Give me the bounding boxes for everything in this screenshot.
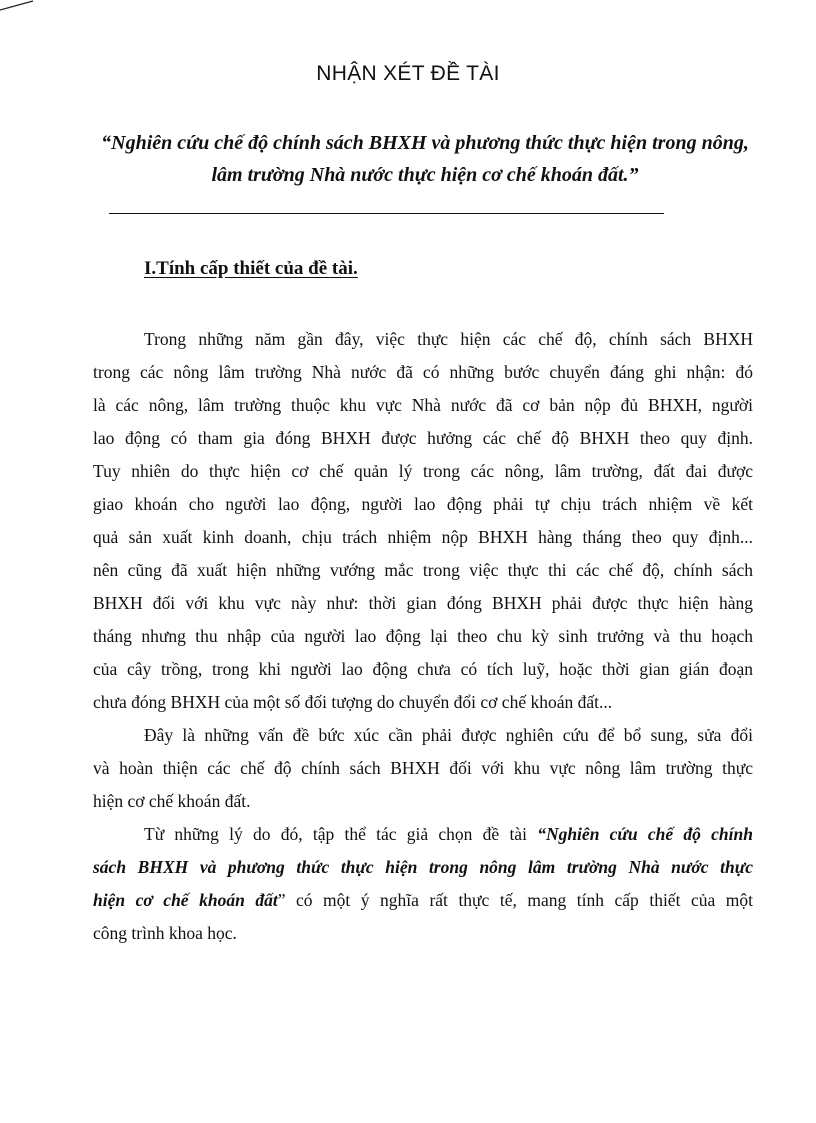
- subtitle-line-2: lâm trường Nhà nước thực hiện cơ chế khoán đất.”: [211, 164, 639, 186]
- page-title: NHẬN XÉT ĐỀ TÀI: [316, 62, 500, 85]
- scan-corner-mark: [0, 0, 40, 20]
- paragraph-3-line: [93, 818, 753, 851]
- paragraph-1-line: là các nông, lâm trường thuộc khu vực Nhà nước đã cơ bản nộp đủ BHXH, người: [93, 395, 753, 415]
- topic-subtitle: [60, 127, 790, 191]
- paragraph-1-line: nên cũng đã xuất hiện những vướng mắc trong việc thực thi các chế độ, chính sách: [93, 560, 753, 580]
- paragraph-1-line: tháng nhưng thu nhập của người lao động lại theo chu kỳ sinh trưởng và thu hoạch: [93, 626, 753, 646]
- paragraph-3-topic-title: hiện cơ chế khoán đất: [93, 890, 278, 910]
- paragraph-3-topic-title: sách BHXH và phương thức thực hiện trong nông lâm trường Nhà nước thực: [93, 857, 753, 877]
- paragraph-1-line: trong các nông lâm trường Nhà nước đã có những bước chuyển đáng ghi nhận: đó: [93, 362, 753, 382]
- paragraph-3-topic-title: “Nghiên cứu chế độ chính: [537, 824, 753, 844]
- paragraph-2-line: và hoàn thiện các chế độ chính sách BHXH đối với khu vực nông lâm trường thực: [93, 758, 753, 778]
- paragraph-3-line: [93, 884, 753, 917]
- paragraph-3-text: Từ những lý do đó, tập thể tác giả chọn đề tài: [144, 824, 538, 844]
- paragraph-1-line: giao khoán cho người lao động, người lao động phải tự chịu trách nhiệm về kết: [93, 494, 753, 514]
- paragraph-3-text: ” có một ý nghĩa rất thực tế, mang tính cấp thiết của một: [277, 890, 753, 910]
- paragraph-1-line: Trong những năm gần đây, việc thực hiện các chế độ, chính sách BHXH: [144, 329, 753, 349]
- paragraph-2-line: Đây là những vấn đề bức xúc cần phải được nghiên cứu để bổ sung, sửa đổi: [144, 725, 753, 745]
- paragraph-2-line: hiện cơ chế khoán đất.: [93, 791, 251, 811]
- paragraph-1-line: quả sản xuất kinh doanh, chịu trách nhiệm nộp BHXH hàng tháng theo quy định...: [93, 527, 753, 547]
- section-heading: I.Tính cấp thiết của đề tài.: [144, 258, 358, 279]
- body-text: [93, 323, 753, 950]
- paragraph-3-line: [93, 851, 753, 884]
- paragraph-1-line: BHXH đối với khu vực này như: thời gian đóng BHXH phải được thực hiện hàng: [93, 593, 753, 613]
- paragraph-3-line: công trình khoa học.: [93, 923, 237, 943]
- paragraph-1-line: Tuy nhiên do thực hiện cơ chế quản lý trong các nông, lâm trường, đất đai được: [93, 461, 753, 481]
- paragraph-1-line: chưa đóng BHXH của một số đối tượng do chuyển đổi cơ chế khoán đất...: [93, 692, 613, 712]
- title-divider: [109, 213, 664, 214]
- subtitle-line-1: “Nghiên cứu chế độ chính sách BHXH và phương thức thực hiện trong nông,: [101, 132, 749, 154]
- paragraph-1-line: lao động có tham gia đóng BHXH được hưởng các chế độ BHXH theo quy định.: [93, 428, 753, 448]
- paragraph-1-line: của cây trồng, trong khi người lao động chưa có tích luỹ, hoặc thời gian gián đoạn: [93, 659, 753, 679]
